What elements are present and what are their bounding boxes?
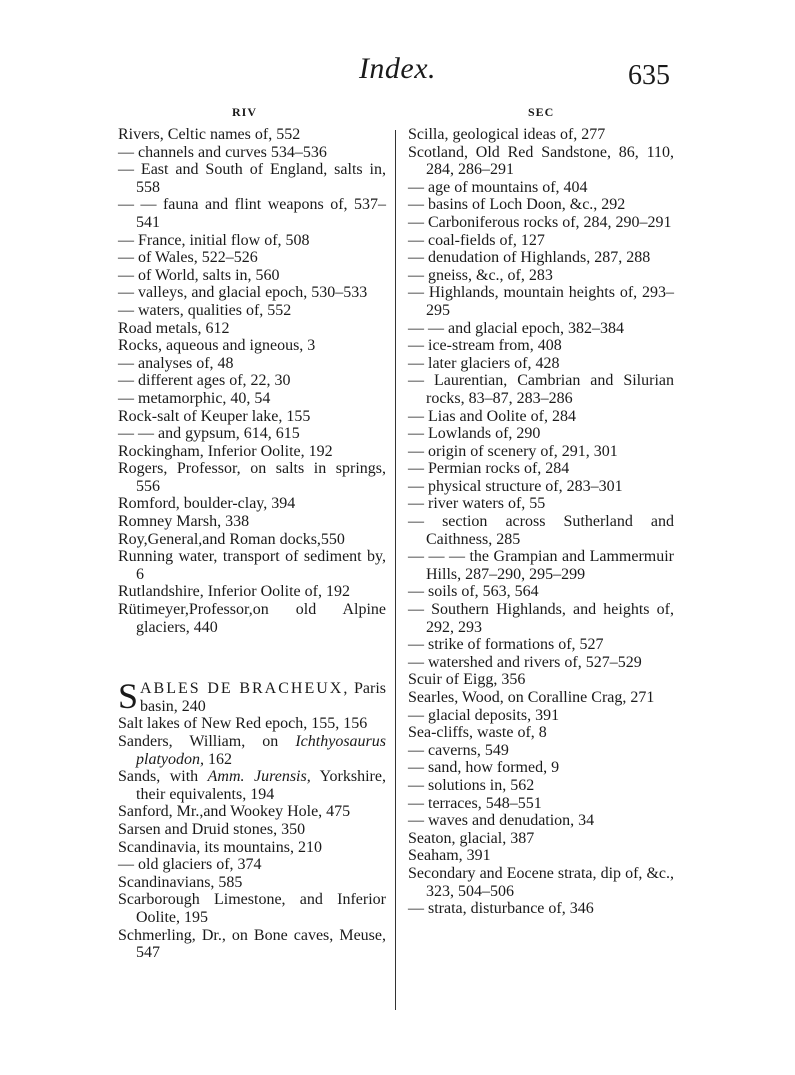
index-entry: Sea-cliffs, waste of, 8 (408, 724, 547, 742)
index-entry: Sanford, Mr.,and Wookey Hole, 475 (118, 803, 351, 821)
index-entry: Rütimeyer,Professor,on old Alpine glaciers, 440 (118, 601, 386, 636)
index-entry: — valleys, and glacial epoch, 530–533 (118, 284, 368, 302)
index-entry: Scandinavians, 585 (118, 873, 243, 891)
index-entry: Road metals, 612 (118, 319, 230, 337)
index-entry: — watershed and rivers of, 527–529 (408, 653, 642, 671)
index-entry: — sand, how formed, 9 (408, 759, 560, 777)
index-entry: Romford, boulder-clay, 394 (118, 495, 296, 513)
index-entry: — strike of formations of, 527 (408, 636, 604, 654)
page-number: 635 (628, 60, 670, 91)
column-divider (395, 130, 396, 1010)
index-entry: Scandinavia, its mountains, 210 (118, 838, 322, 856)
index-entry: Rocks, aqueous and igneous, 3 (118, 337, 316, 355)
index-entry: — section across Sutherland and Caithness, 285 (408, 513, 674, 548)
index-entry: — origin of scenery of, 291, 301 (408, 442, 618, 460)
entry-pre: Sanders, William, on (118, 733, 296, 750)
index-entry: — of Wales, 522–526 (118, 249, 258, 267)
index-entry: Rivers, Celtic names of, 552 (118, 126, 301, 143)
index-entry: — ice-stream from, 408 (408, 337, 562, 355)
index-entry: Secondary and Eocene strata, dip of, &c., 323, 504–506 (408, 864, 674, 900)
index-entry: — East and South of England, salts in, 558 (118, 161, 386, 196)
entry-post: 162 (204, 750, 232, 768)
index-entry: Salt lakes of New Red epoch, 155, 156 (118, 715, 368, 733)
index-entry: Romney Marsh, 338 (118, 513, 250, 531)
left-column-heading: RIV (232, 105, 258, 119)
index-entry: — Highlands, mountain heights of, 293–295 (408, 284, 674, 319)
entry-it: Ichthyosaurus platyodon, (136, 733, 386, 768)
sables-rest: Paris basin, 240 (140, 680, 387, 715)
index-entry: — channels and curves 534–536 (118, 143, 327, 161)
index-entry: — metamorphic, 40, 54 (118, 389, 271, 407)
index-entry: Scuir of Eigg, 356 (408, 671, 526, 689)
index-entry: — — fauna and flint weapons of, 537–541 (118, 196, 386, 231)
index-entry: — waves and denudation, 34 (408, 812, 595, 830)
index-entry: Running water, transport of sediment by, 6 (118, 548, 386, 583)
index-entry: — age of mountains of, 404 (408, 178, 588, 196)
right-column-heading: SEC (528, 105, 555, 119)
index-entry: Roy,General,and Roman docks,550 (118, 530, 345, 548)
index-entry: — strata, disturbance of, 346 (408, 900, 594, 918)
index-entry: — gneiss, &c., of, 283 (408, 266, 553, 284)
index-entry: — Permian rocks of, 284 (408, 460, 570, 478)
index-entry: — physical structure of, 283–301 (408, 477, 623, 495)
index-entry: — terraces, 548–551 (408, 794, 542, 812)
index-entry: — Carboniferous rocks of, 284, 290–291 (408, 213, 672, 231)
index-entry: Rogers, Professor, on salts in springs, 556 (118, 460, 386, 495)
index-entry: — of World, salts in, 560 (118, 266, 280, 284)
index-entry: Schmerling, Dr., on Bone caves, Meuse, 547 (118, 926, 386, 962)
drop-cap: S (118, 676, 139, 717)
index-entry: — denudation of Highlands, 287, 288 (408, 249, 651, 267)
index-entry (118, 733, 386, 768)
index-entry: Scotland, Old Red Sandstone, 86, 110, 284, 286–291 (408, 143, 674, 179)
index-entry (118, 768, 386, 803)
index-entry: Searles, Wood, on Coralline Crag, 271 (408, 689, 655, 706)
entry-pre: Sands, with (118, 768, 208, 786)
index-entry: Seaton, glacial, 387 (408, 829, 535, 847)
index-entry: Rockingham, Inferior Oolite, 192 (118, 442, 333, 460)
index-entry: Scilla, geological ideas of, 277 (408, 126, 606, 143)
index-entry: Seaham, 391 (408, 847, 491, 865)
left-column (118, 126, 386, 962)
index-entry: — — and gypsum, 614, 615 (118, 425, 300, 443)
index-entry: Rutlandshire, Inferior Oolite of, 192 (118, 583, 350, 601)
index-entry: — waters, qualities of, 552 (118, 301, 292, 319)
index-entry: — basins of Loch Doon, &c., 292 (408, 196, 626, 214)
index-entry: — — — the Grampian and Lammermuir Hills, 287–290, 295–299 (408, 548, 674, 583)
index-entry: — Lias and Oolite of, 284 (408, 407, 576, 425)
index-entry: — old glaciers of, 374 (118, 856, 262, 874)
index-entry: — analyses of, 48 (118, 354, 234, 372)
index-entry: — caverns, 549 (408, 741, 509, 759)
index-entry: — solutions in, 562 (408, 776, 535, 794)
page-title: Index. (358, 52, 437, 85)
index-entry: — coal-fields of, 127 (408, 231, 545, 249)
entry-post: Yorkshire, their equivalents, 194 (136, 768, 386, 803)
index-entry: — France, initial flow of, 508 (118, 231, 310, 249)
index-entry: — river waters of, 55 (408, 495, 546, 513)
index-entry: — Southern Highlands, and heights of, 292, 293 (408, 601, 674, 636)
index-entry-sables (118, 676, 387, 717)
sables-caps: ABLES DE BRACHEUX, (140, 680, 350, 698)
index-entry: Scarborough Limestone, and Inferior Oolite, 195 (118, 891, 386, 926)
index-entry: — — and glacial epoch, 382–384 (408, 319, 624, 337)
right-column (408, 126, 674, 918)
index-entry: — later glaciers of, 428 (408, 354, 560, 372)
index-entry: — glacial deposits, 391 (408, 706, 560, 724)
index-entry: Rock-salt of Keuper lake, 155 (118, 407, 311, 425)
entry-it: Amm. Jurensis, (207, 768, 311, 786)
index-entry: Sarsen and Druid stones, 350 (118, 820, 306, 838)
index-entry: — Lowlands of, 290 (408, 425, 541, 443)
index-entry: — different ages of, 22, 30 (118, 372, 291, 390)
index-entry: — soils of, 563, 564 (408, 583, 539, 601)
index-entry: — Laurentian, Cambrian and Silurian rocks, 83–87, 283–286 (408, 372, 674, 407)
